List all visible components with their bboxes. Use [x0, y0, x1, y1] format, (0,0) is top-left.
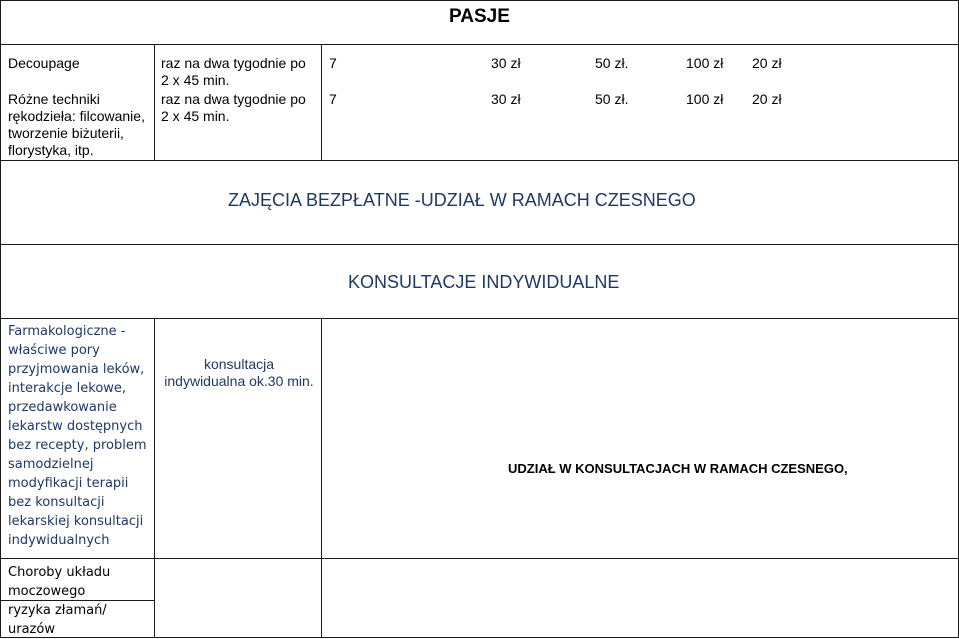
row-2-col5: 50 zł.	[595, 91, 629, 107]
row-2-frequency: raz na dwa tygodnie po 2 x 45 min.	[161, 91, 306, 124]
row-2-col4: 30 zł	[491, 91, 521, 107]
row-2-col3: 7	[329, 91, 337, 107]
row-2-col7: 20 zł	[752, 91, 782, 107]
row-1-frequency: raz na dwa tygodnie po 2 x 45 min.	[161, 55, 306, 88]
consultations-heading: KONSULTACJE INDYWIDUALNE	[348, 272, 620, 292]
page-title: PASJE	[449, 6, 510, 27]
last-row-topic: Choroby układu moczowego	[8, 565, 111, 599]
row-1-col6: 100 zł	[686, 55, 724, 71]
row-2-name: Różne techniki rękodzieła: filcowanie, tworzenie biżuterii, florystyka, itp.	[8, 91, 145, 158]
last-row-topic-2: ryzyka złamań/ urazów	[8, 603, 107, 637]
row-1-name: Decoupage	[8, 55, 80, 71]
row-1-col3: 7	[329, 55, 337, 71]
row-1-col7: 20 zł	[752, 55, 782, 71]
row-2-col6: 100 zł	[686, 91, 724, 107]
row-1-col5: 50 zł.	[595, 55, 629, 71]
consultation-note: UDZIAŁ W KONSULTACJACH W RAMACH CZESNEGO,	[508, 461, 848, 476]
consultation-topic: Farmakologiczne - właściwe pory przyjmowania leków, interakcje lekowe, przedawkowanie lekarstw dostępnych bez recepty, problem samodzielnej modyfikacji terapii bez konsultacji lekarskiej konsultacji indywidualnych	[8, 324, 147, 548]
free-classes-heading: ZAJĘCIA BEZPŁATNE -UDZIAŁ W RAMACH CZESNEGO	[228, 190, 696, 210]
consultation-type: konsultacja indywidualna ok.30 min.	[164, 356, 314, 389]
row-1-col4: 30 zł	[491, 55, 521, 71]
